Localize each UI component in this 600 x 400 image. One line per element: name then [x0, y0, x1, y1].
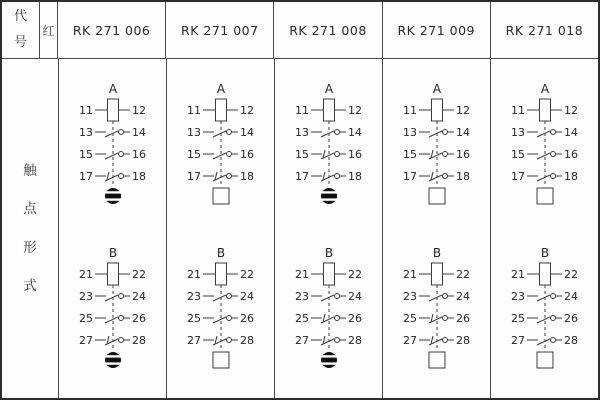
terminal-number: 16 [455, 148, 470, 161]
terminal-number: 23 [510, 290, 525, 303]
terminal-number: 27 [78, 334, 93, 347]
diagram-column-rk-271-007 [167, 59, 275, 398]
code-header-cell [2, 2, 40, 58]
terminal-number: 18 [347, 170, 362, 183]
fixed-contact-circle [118, 316, 123, 321]
coil-symbol [539, 99, 550, 121]
end-symbol-square [429, 188, 445, 204]
terminal-number: 24 [455, 290, 470, 303]
terminal-number: 16 [347, 148, 362, 161]
terminal-number: 13 [510, 126, 525, 139]
terminal-number: 28 [455, 334, 470, 347]
terminal-number: 26 [347, 312, 362, 325]
terminal-number: 12 [455, 104, 470, 117]
fixed-contact-circle [226, 152, 231, 157]
color-header-cell [40, 2, 58, 58]
terminal-number: 25 [78, 312, 93, 325]
terminal-number: 22 [563, 268, 578, 281]
fixed-contact-circle [226, 338, 231, 343]
coil-symbol [323, 263, 334, 285]
fixed-contact-circle [334, 130, 339, 135]
terminal-number: 26 [131, 312, 146, 325]
model-label: RK 271 009 [397, 22, 475, 38]
model-header-rk271009 [383, 2, 491, 58]
diagram-group-label: B [216, 246, 225, 260]
terminal-number: 23 [186, 290, 201, 303]
relay-circuit-diagram-a [492, 80, 598, 208]
fixed-contact-circle [118, 294, 123, 299]
fixed-contact-circle [550, 294, 555, 299]
terminal-number: 18 [131, 170, 146, 183]
terminal-number: 13 [78, 126, 93, 139]
diagram-group-label: B [432, 246, 441, 260]
relay-circuit-diagram-a [276, 80, 382, 208]
terminal-number: 14 [347, 126, 362, 139]
relay-circuit-diagram-b [276, 244, 382, 372]
model-header-rk271007 [166, 2, 274, 58]
coil-symbol [107, 99, 118, 121]
diagram-columns [59, 59, 598, 398]
relay-circuit-diagram-b [60, 244, 166, 372]
end-symbol-square [213, 188, 229, 204]
model-header-rk271008 [274, 2, 382, 58]
fixed-contact-circle [550, 152, 555, 157]
fixed-contact-circle [550, 338, 555, 343]
diagram-column-rk-271-009 [383, 59, 491, 398]
fixed-contact-circle [442, 152, 447, 157]
terminal-number: 26 [239, 312, 254, 325]
terminal-number: 18 [455, 170, 470, 183]
terminal-number: 21 [78, 268, 93, 281]
terminal-number: 16 [239, 148, 254, 161]
terminal-number: 18 [563, 170, 578, 183]
fixed-contact-circle [334, 152, 339, 157]
coil-symbol [215, 99, 226, 121]
diagram-group-label: A [540, 82, 549, 96]
diagram-group-label: B [108, 246, 117, 260]
fixed-contact-circle [442, 174, 447, 179]
fixed-contact-circle [550, 130, 555, 135]
terminal-number: 15 [186, 148, 201, 161]
terminal-number: 16 [563, 148, 578, 161]
terminal-number: 13 [186, 126, 201, 139]
end-symbol-square [213, 352, 229, 368]
coil-symbol [215, 263, 226, 285]
terminal-number: 25 [402, 312, 417, 325]
terminal-number: 25 [186, 312, 201, 325]
fixed-contact-circle [334, 294, 339, 299]
relay-circuit-diagram-b [492, 244, 598, 372]
diagram-column-rk-271-018 [491, 59, 598, 398]
coil-symbol [323, 99, 334, 121]
fixed-contact-circle [118, 130, 123, 135]
terminal-number: 23 [402, 290, 417, 303]
coil-symbol [431, 263, 442, 285]
terminal-number: 22 [131, 268, 146, 281]
end-symbol-striped-circle [321, 352, 337, 368]
terminal-number: 17 [186, 170, 201, 183]
relay-circuit-diagram-a [168, 80, 274, 208]
terminal-number: 24 [563, 290, 578, 303]
model-label: RK 271 006 [72, 22, 151, 38]
terminal-number: 28 [239, 334, 254, 347]
terminal-number: 23 [294, 290, 309, 303]
table-body-row [2, 59, 598, 398]
end-symbol-striped-circle [105, 352, 121, 368]
end-symbol-square [537, 352, 553, 368]
diagram-group-label: A [432, 82, 441, 96]
terminal-number: 21 [510, 268, 525, 281]
fixed-contact-circle [118, 338, 123, 343]
model-label: RK 271 018 [505, 22, 584, 38]
terminal-number: 27 [402, 334, 417, 347]
terminal-number: 12 [131, 104, 146, 117]
terminal-number: 13 [294, 126, 309, 139]
terminal-number: 14 [131, 126, 146, 139]
diagram-group-label: A [324, 82, 333, 96]
fixed-contact-circle [334, 316, 339, 321]
contact-form-label: 触点形式 [23, 162, 37, 294]
terminal-number: 21 [294, 268, 309, 281]
terminal-number: 25 [294, 312, 309, 325]
model-label: RK 271 008 [289, 22, 367, 38]
terminal-number: 14 [239, 126, 254, 139]
diagram-group-label: B [540, 246, 549, 260]
terminal-number: 17 [402, 170, 417, 183]
terminal-number: 21 [402, 268, 417, 281]
diagram-group-label: A [108, 82, 117, 96]
fixed-contact-circle [550, 316, 555, 321]
coil-symbol [107, 263, 118, 285]
fixed-contact-circle [226, 174, 231, 179]
terminal-number: 14 [563, 126, 578, 139]
terminal-number: 16 [131, 148, 146, 161]
terminal-number: 26 [563, 312, 578, 325]
terminal-number: 22 [455, 268, 470, 281]
fixed-contact-circle [226, 294, 231, 299]
fixed-contact-circle [334, 174, 339, 179]
fixed-contact-circle [442, 130, 447, 135]
terminal-number: 27 [186, 334, 201, 347]
end-symbol-striped-circle [321, 188, 337, 204]
terminal-number: 18 [239, 170, 254, 183]
terminal-number: 22 [239, 268, 254, 281]
terminal-number: 28 [347, 334, 362, 347]
fixed-contact-circle [226, 316, 231, 321]
terminal-number: 28 [563, 334, 578, 347]
model-header-rk271006 [58, 2, 166, 58]
terminal-number: 12 [347, 104, 362, 117]
fixed-contact-circle [442, 316, 447, 321]
diagram-group-label: A [216, 82, 225, 96]
terminal-number: 17 [78, 170, 93, 183]
terminal-number: 24 [347, 290, 362, 303]
color-header-label: 红 [42, 23, 55, 38]
diagram-group-label: B [324, 246, 333, 260]
terminal-number: 11 [78, 104, 93, 117]
terminal-number: 11 [510, 104, 525, 117]
fixed-contact-circle [118, 174, 123, 179]
terminal-number: 11 [294, 104, 309, 117]
model-label: RK 271 007 [181, 22, 259, 38]
fixed-contact-circle [442, 294, 447, 299]
relay-circuit-diagram-b [384, 244, 490, 372]
end-symbol-striped-circle [105, 188, 121, 204]
terminal-number: 22 [347, 268, 362, 281]
relay-circuit-diagram-b [168, 244, 274, 372]
terminal-number: 12 [563, 104, 578, 117]
end-symbol-square [537, 188, 553, 204]
terminal-number: 15 [294, 148, 309, 161]
fixed-contact-circle [550, 174, 555, 179]
terminal-number: 17 [510, 170, 525, 183]
terminal-number: 27 [510, 334, 525, 347]
terminal-number: 13 [402, 126, 417, 139]
end-symbol-square [429, 352, 445, 368]
terminal-number: 21 [186, 268, 201, 281]
terminal-number: 12 [239, 104, 254, 117]
terminal-number: 25 [510, 312, 525, 325]
code-header-label: 代号 [13, 9, 27, 50]
terminal-number: 14 [455, 126, 470, 139]
model-header-rk271018 [491, 2, 598, 58]
diagram-column-rk-271-008 [275, 59, 383, 398]
terminal-number: 15 [78, 148, 93, 161]
table-header-row [2, 2, 598, 59]
diagram-column-rk-271-006 [59, 59, 167, 398]
terminal-number: 11 [186, 104, 201, 117]
terminal-number: 28 [131, 334, 146, 347]
terminal-number: 23 [78, 290, 93, 303]
terminal-number: 17 [294, 170, 309, 183]
terminal-number: 27 [294, 334, 309, 347]
terminal-number: 24 [131, 290, 146, 303]
relay-circuit-diagram-a [60, 80, 166, 208]
coil-symbol [539, 263, 550, 285]
terminal-number: 11 [402, 104, 417, 117]
relay-circuit-diagram-a [384, 80, 490, 208]
terminal-number: 24 [239, 290, 254, 303]
terminal-number: 26 [455, 312, 470, 325]
fixed-contact-circle [442, 338, 447, 343]
fixed-contact-circle [334, 338, 339, 343]
row-label-cell [2, 59, 59, 398]
fixed-contact-circle [226, 130, 231, 135]
coil-symbol [431, 99, 442, 121]
fixed-contact-circle [118, 152, 123, 157]
terminal-number: 15 [402, 148, 417, 161]
terminal-number: 15 [510, 148, 525, 161]
